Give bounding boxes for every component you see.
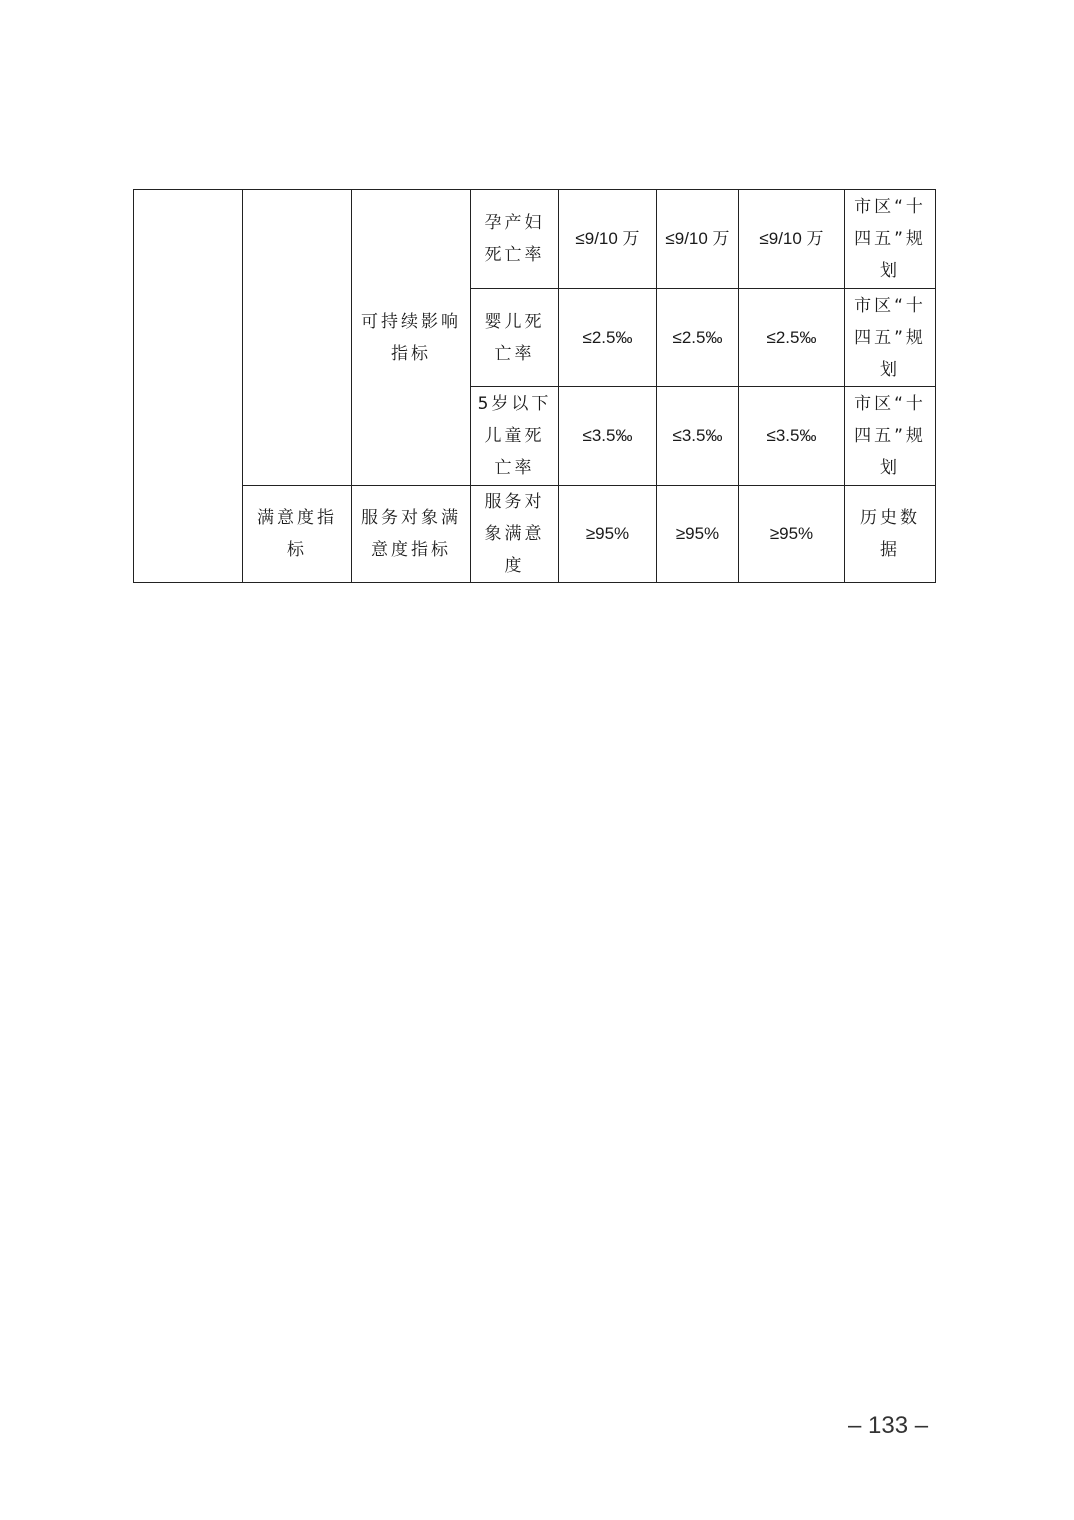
performance-indicator-table: [133, 189, 936, 583]
value-cell: ≤2.5‰: [739, 289, 845, 387]
basis-cell: 市区“十四五”规划: [845, 387, 936, 486]
value-cell: ≤3.5‰: [559, 387, 657, 486]
basis-cell: 市区“十四五”规划: [845, 289, 936, 387]
page-number: – 133 –: [848, 1412, 929, 1439]
indicator-name-cell: 服务对象满意度: [471, 486, 559, 583]
table-row: [134, 190, 936, 289]
indicator-name-cell: 5岁以下儿童死亡率: [471, 387, 559, 486]
second-level-cell: 满意度指标: [243, 486, 352, 583]
value-cell: ≥95%: [559, 486, 657, 583]
value-cell: ≤2.5‰: [657, 289, 739, 387]
value-cell: ≤3.5‰: [657, 387, 739, 486]
value-cell: ≤9/10 万: [559, 190, 657, 289]
third-level-cell: 服务对象满意度指标: [352, 486, 471, 583]
indicator-name-cell: 婴儿死亡率: [471, 289, 559, 387]
value-cell: ≤2.5‰: [559, 289, 657, 387]
value-cell: ≤9/10 万: [657, 190, 739, 289]
third-level-cell: 可持续影响指标: [352, 190, 471, 486]
value-cell: ≤9/10 万: [739, 190, 845, 289]
basis-cell: 历史数据: [845, 486, 936, 583]
value-cell: ≥95%: [739, 486, 845, 583]
value-cell: ≥95%: [657, 486, 739, 583]
first-level-cell: [134, 190, 243, 583]
indicator-name-cell: 孕产妇死亡率: [471, 190, 559, 289]
table-row: [134, 486, 936, 583]
second-level-cell: [243, 190, 352, 486]
value-cell: ≤3.5‰: [739, 387, 845, 486]
basis-cell: 市区“十四五”规划: [845, 190, 936, 289]
